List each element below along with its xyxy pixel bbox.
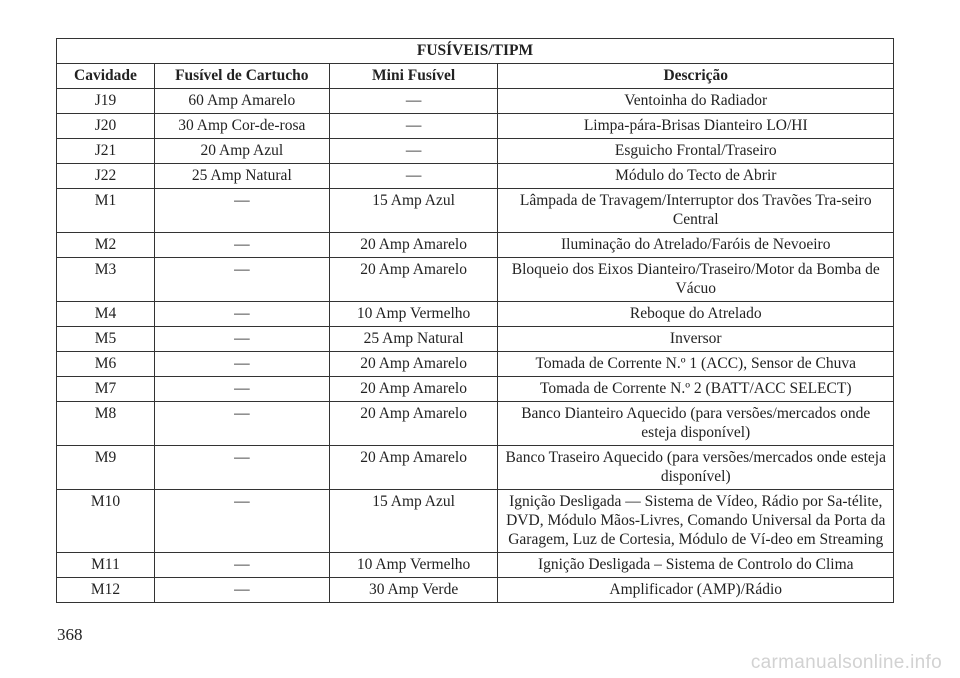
cell-mini-fuse: 15 Amp Azul (329, 189, 498, 233)
header-cavity: Cavidade (57, 64, 155, 89)
cell-cartridge-fuse: — (154, 377, 329, 402)
cell-mini-fuse: 25 Amp Natural (329, 327, 498, 352)
cell-cartridge-fuse: — (154, 402, 329, 446)
header-description: Descrição (498, 64, 894, 89)
cell-description: Limpa-pára-Brisas Dianteiro LO/HI (498, 114, 894, 139)
table-row (57, 302, 894, 327)
cell-description: Bloqueio dos Eixos Dianteiro/Traseiro/Motor da Bomba de Vácuo (498, 258, 894, 302)
cell-cavity: J21 (57, 139, 155, 164)
cell-mini-fuse: 20 Amp Amarelo (329, 377, 498, 402)
cell-cavity: M3 (57, 258, 155, 302)
cell-description: Reboque do Atrelado (498, 302, 894, 327)
cell-cartridge-fuse: 20 Amp Azul (154, 139, 329, 164)
table-title: FUSÍVEIS/TIPM (57, 39, 894, 64)
cell-mini-fuse: — (329, 139, 498, 164)
cell-cartridge-fuse: — (154, 553, 329, 578)
cell-description: Módulo do Tecto de Abrir (498, 164, 894, 189)
table-row (57, 114, 894, 139)
watermark: carmanualsonline.info (750, 652, 942, 673)
cell-description: Esguicho Frontal/Traseiro (498, 139, 894, 164)
cell-mini-fuse: 20 Amp Amarelo (329, 402, 498, 446)
cell-cartridge-fuse: — (154, 352, 329, 377)
table-row (57, 578, 894, 603)
cell-cartridge-fuse: — (154, 258, 329, 302)
table-row (57, 490, 894, 553)
cell-mini-fuse: 20 Amp Amarelo (329, 446, 498, 490)
cell-cavity: M10 (57, 490, 155, 553)
cell-mini-fuse: 20 Amp Amarelo (329, 233, 498, 258)
table-row (57, 402, 894, 446)
cell-cavity: M1 (57, 189, 155, 233)
table-row (57, 258, 894, 302)
cell-cavity: M6 (57, 352, 155, 377)
cell-description: Iluminação do Atrelado/Faróis de Nevoeiro (498, 233, 894, 258)
cell-description: Tomada de Corrente N.º 1 (ACC), Sensor de Chuva (498, 352, 894, 377)
cell-cavity: M9 (57, 446, 155, 490)
table-row (57, 553, 894, 578)
cell-cartridge-fuse: — (154, 233, 329, 258)
cell-description: Ventoinha do Radiador (498, 89, 894, 114)
cell-mini-fuse: — (329, 89, 498, 114)
cell-cartridge-fuse: — (154, 490, 329, 553)
table-row (57, 377, 894, 402)
cell-cavity: M7 (57, 377, 155, 402)
cell-description: Tomada de Corrente N.º 2 (BATT/ACC SELECT) (498, 377, 894, 402)
table-row (57, 189, 894, 233)
header-mini-fuse: Mini Fusível (329, 64, 498, 89)
cell-description: Banco Dianteiro Aquecido (para versões/mercados onde esteja disponível) (498, 402, 894, 446)
cell-mini-fuse: 20 Amp Amarelo (329, 352, 498, 377)
cell-description: Ignição Desligada — Sistema de Vídeo, Rádio por Sa-télite, DVD, Módulo Mãos-Livres, Comando Universal da Porta da Garagem, Luz de Cortesia, Módulo de Ví-deo em Streaming (498, 490, 894, 553)
cell-cavity: J22 (57, 164, 155, 189)
cell-cavity: M12 (57, 578, 155, 603)
table-row (57, 446, 894, 490)
table-row (57, 327, 894, 352)
cell-cavity: M11 (57, 553, 155, 578)
cell-cavity: J19 (57, 89, 155, 114)
cell-description: Lâmpada de Travagem/Interruptor dos Travões Tra-seiro Central (498, 189, 894, 233)
cell-cartridge-fuse: 30 Amp Cor-de-rosa (154, 114, 329, 139)
fuse-table (56, 38, 894, 603)
cell-cartridge-fuse: — (154, 327, 329, 352)
cell-cartridge-fuse: — (154, 446, 329, 490)
header-cartridge-fuse: Fusível de Cartucho (154, 64, 329, 89)
cell-mini-fuse: 15 Amp Azul (329, 490, 498, 553)
cell-cavity: M2 (57, 233, 155, 258)
cell-cartridge-fuse: 60 Amp Amarelo (154, 89, 329, 114)
table-header-row (57, 64, 894, 89)
cell-mini-fuse: 20 Amp Amarelo (329, 258, 498, 302)
cell-cavity: M4 (57, 302, 155, 327)
table-body (57, 89, 894, 603)
table-row (57, 139, 894, 164)
cell-cavity: M8 (57, 402, 155, 446)
table-row (57, 352, 894, 377)
cell-description: Ignição Desligada – Sistema de Controlo do Clima (498, 553, 894, 578)
page-number: 368 (57, 625, 83, 644)
cell-description: Inversor (498, 327, 894, 352)
cell-cavity: M5 (57, 327, 155, 352)
cell-description: Amplificador (AMP)/Rádio (498, 578, 894, 603)
cell-cartridge-fuse: — (154, 189, 329, 233)
cell-mini-fuse: 10 Amp Vermelho (329, 553, 498, 578)
cell-cartridge-fuse: 25 Amp Natural (154, 164, 329, 189)
cell-mini-fuse: 30 Amp Verde (329, 578, 498, 603)
cell-cartridge-fuse: — (154, 578, 329, 603)
cell-mini-fuse: 10 Amp Vermelho (329, 302, 498, 327)
table-row (57, 233, 894, 258)
cell-cartridge-fuse: — (154, 302, 329, 327)
table-title-row (57, 39, 894, 64)
cell-mini-fuse: — (329, 114, 498, 139)
table-row (57, 164, 894, 189)
cell-description: Banco Traseiro Aquecido (para versões/mercados onde esteja disponível) (498, 446, 894, 490)
cell-cavity: J20 (57, 114, 155, 139)
table-row (57, 89, 894, 114)
cell-mini-fuse: — (329, 164, 498, 189)
